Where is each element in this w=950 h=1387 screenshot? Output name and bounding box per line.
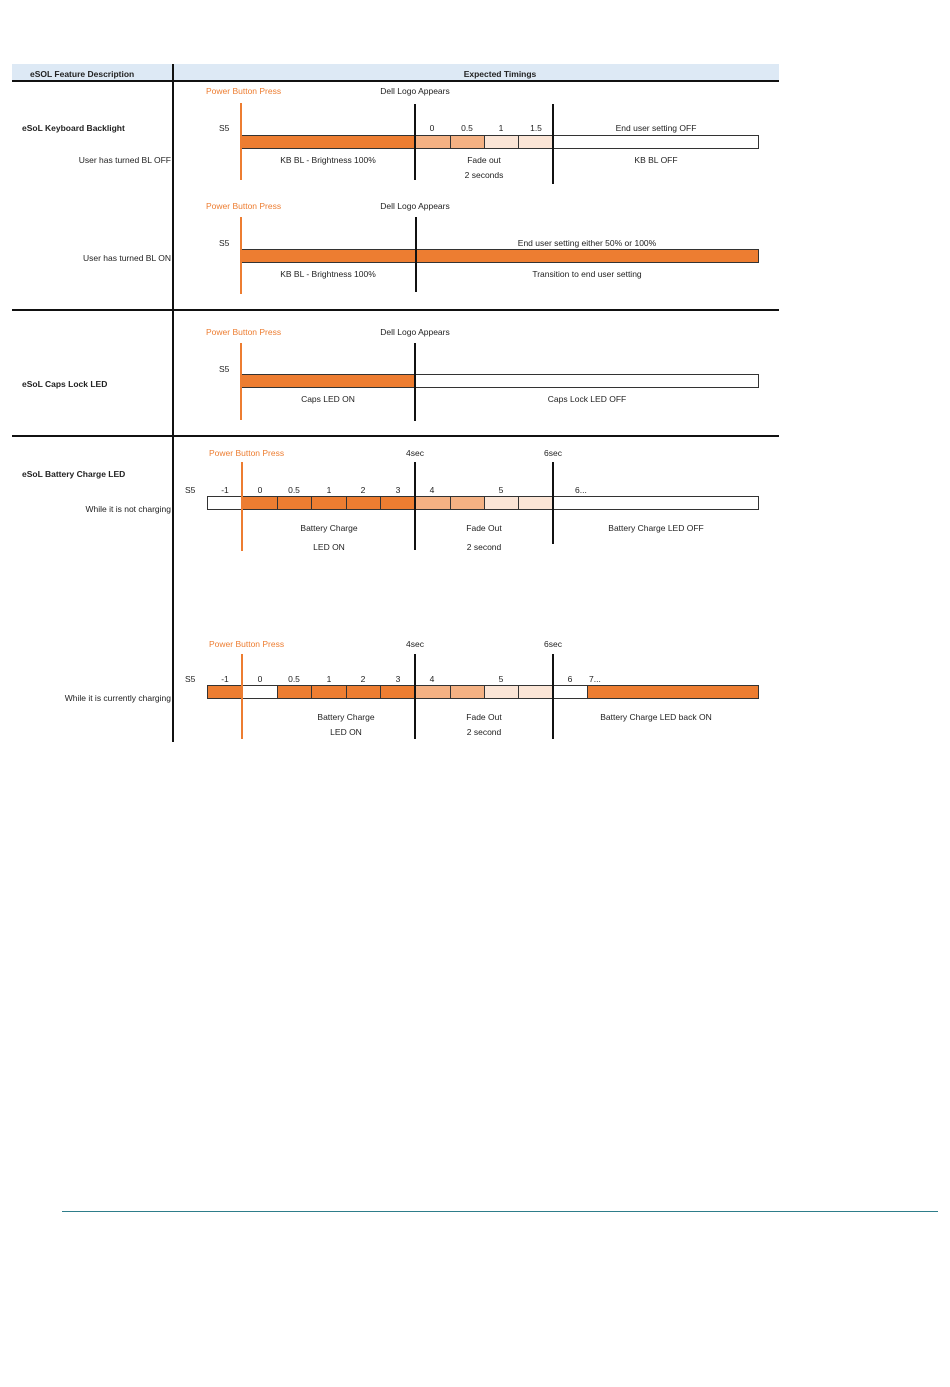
time-6sec-marker (552, 654, 554, 739)
timeline-segment-fade (415, 496, 450, 510)
power-button-press-label: Power Button Press (206, 327, 282, 337)
timeline-segment-off (553, 135, 759, 149)
caps-off-label: Caps Lock LED OFF (547, 394, 627, 404)
timeline-segment-fade (518, 496, 553, 510)
timeline-segment-orange (380, 685, 415, 699)
tick-label: 4 (429, 674, 435, 684)
timeline-segment-orange (380, 496, 415, 510)
power-button-marker (240, 103, 242, 180)
battery-section-title: eSoL Battery Charge LED (22, 469, 126, 479)
keyboard-section-title: eSoL Keyboard Backlight (22, 123, 125, 133)
charge-sub-label: LED ON (313, 542, 345, 552)
s5-label: S5 (219, 123, 230, 133)
bar-label: KB BL - Brightness 100% (280, 269, 376, 279)
caps-section-title: eSoL Caps Lock LED (22, 379, 108, 389)
timeline-segment-fade (415, 135, 450, 149)
timeline-segment-orange (277, 685, 311, 699)
power-button-marker (240, 217, 242, 294)
tick-label: 0 (257, 485, 263, 495)
tick-label: -1 (221, 674, 229, 684)
fade-sub-label: 2 second (466, 542, 502, 552)
timeline-segment-orange (277, 496, 311, 510)
end-setting-label: End user setting either 50% or 100% (517, 238, 657, 248)
tick-label: 0 (429, 123, 435, 133)
timeline-segment-off (553, 496, 759, 510)
time-4sec-label: 4sec (406, 639, 424, 649)
time-6sec-marker (552, 462, 554, 544)
s5-label: S5 (185, 674, 196, 684)
tick-label: 7... (589, 674, 601, 684)
timeline-segment-off (207, 496, 242, 510)
end-marker (552, 104, 554, 184)
battery-not-charging-label: While it is not charging (85, 504, 171, 514)
tick-label: 0.5 (288, 485, 300, 495)
s5-label: S5 (219, 364, 230, 374)
timeline-segment-orange (241, 374, 415, 388)
timeline-segment-fade (484, 496, 518, 510)
power-button-press-label: Power Button Press (206, 201, 282, 211)
tick-label: 0.5 (288, 674, 300, 684)
fade-label: Fade out (467, 155, 501, 165)
power-button-marker (241, 654, 243, 739)
timeline-segment-orange (241, 249, 415, 263)
timeline-segment-fade (518, 135, 553, 149)
timeline-segment-orange (241, 135, 415, 149)
dell-logo-label: Dell Logo Appears (380, 86, 450, 96)
timeline-segment-orange (346, 496, 380, 510)
footer-rule (62, 1211, 938, 1212)
timeline-segment-off (553, 685, 587, 699)
fade-sub-label: 2 seconds (464, 170, 504, 180)
tick-label: 1 (326, 674, 332, 684)
power-button-marker (240, 343, 242, 420)
timeline-segment-orange (242, 496, 277, 510)
timeline-segment-fade (450, 685, 484, 699)
power-button-press-label: Power Button Press (206, 86, 282, 96)
timeline-segment-off (242, 685, 277, 699)
tick-label: 1 (326, 485, 332, 495)
timeline-segment-fade (415, 685, 450, 699)
timeline-segment-orange (207, 685, 242, 699)
keyboard-off-label: User has turned BL OFF (78, 155, 171, 165)
dell-logo-label: Dell Logo Appears (380, 201, 450, 211)
timeline-segment-fade (450, 496, 484, 510)
tick-label: 0.5 (461, 123, 473, 133)
fade-label: Fade Out (466, 712, 502, 722)
section-divider-battery (12, 435, 779, 437)
time-6sec-label: 6sec (544, 639, 562, 649)
time-4sec-marker (414, 462, 416, 550)
dell-logo-label: Dell Logo Appears (380, 327, 450, 337)
timeline-segment-fade (450, 135, 484, 149)
tick-label: 6... (575, 485, 587, 495)
end-label: Battery Charge LED back ON (600, 712, 712, 722)
header-divider (12, 80, 779, 82)
charge-label: Battery Charge (300, 523, 358, 533)
power-button-marker (241, 462, 243, 551)
power-button-press-label: Power Button Press (209, 448, 285, 458)
timeline-segment-orange (311, 496, 346, 510)
timeline-segment-off (415, 374, 759, 388)
fade-label: Fade Out (466, 523, 502, 533)
tick-label: 1 (498, 123, 504, 133)
power-button-press-label: Power Button Press (209, 639, 285, 649)
tick-label: -1 (221, 485, 229, 495)
keyboard-on-label: User has turned BL ON (82, 253, 171, 263)
s5-label: S5 (185, 485, 196, 495)
timeline-segment-fade (518, 685, 553, 699)
tick-label: 6 (567, 674, 573, 684)
section-divider-caps (12, 309, 779, 311)
timeline-segment-orange (311, 685, 346, 699)
timeline-segment-fade (484, 685, 518, 699)
tick-label: 3 (395, 485, 401, 495)
time-4sec-label: 4sec (406, 448, 424, 458)
timeline-segment-orange (346, 685, 380, 699)
caps-on-label: Caps LED ON (301, 394, 355, 404)
dell-logo-marker (414, 104, 416, 180)
tick-label: 1.5 (530, 123, 542, 133)
dell-logo-marker (414, 343, 416, 421)
fade-sub-label: 2 second (466, 727, 502, 737)
end-label: Battery Charge LED OFF (608, 523, 704, 533)
time-4sec-marker (414, 654, 416, 739)
battery-charging-label: While it is currently charging (64, 693, 171, 703)
column-divider (172, 64, 174, 742)
s5-label: S5 (219, 238, 230, 248)
bar-label: KB BL - Brightness 100% (280, 155, 376, 165)
tick-label: 2 (360, 674, 366, 684)
timeline-segment-fade (484, 135, 518, 149)
end-label: Transition to end user setting (532, 269, 642, 279)
tick-label: 5 (498, 485, 504, 495)
tick-label: 0 (257, 674, 263, 684)
timeline-segment-orange (415, 249, 759, 263)
end-label: KB BL OFF (634, 155, 678, 165)
time-6sec-label: 6sec (544, 448, 562, 458)
end-setting-label: End user setting OFF (615, 123, 697, 133)
dell-logo-marker (415, 217, 417, 292)
tick-label: 2 (360, 485, 366, 495)
header-feature-description: eSOL Feature Description (30, 69, 135, 79)
tick-label: 4 (429, 485, 435, 495)
tick-label: 5 (498, 674, 504, 684)
charge-label: Battery Charge (317, 712, 375, 722)
tick-label: 3 (395, 674, 401, 684)
header-expected-timings: Expected Timings (463, 69, 537, 79)
charge-sub-label: LED ON (330, 727, 362, 737)
timeline-segment-orange (587, 685, 759, 699)
